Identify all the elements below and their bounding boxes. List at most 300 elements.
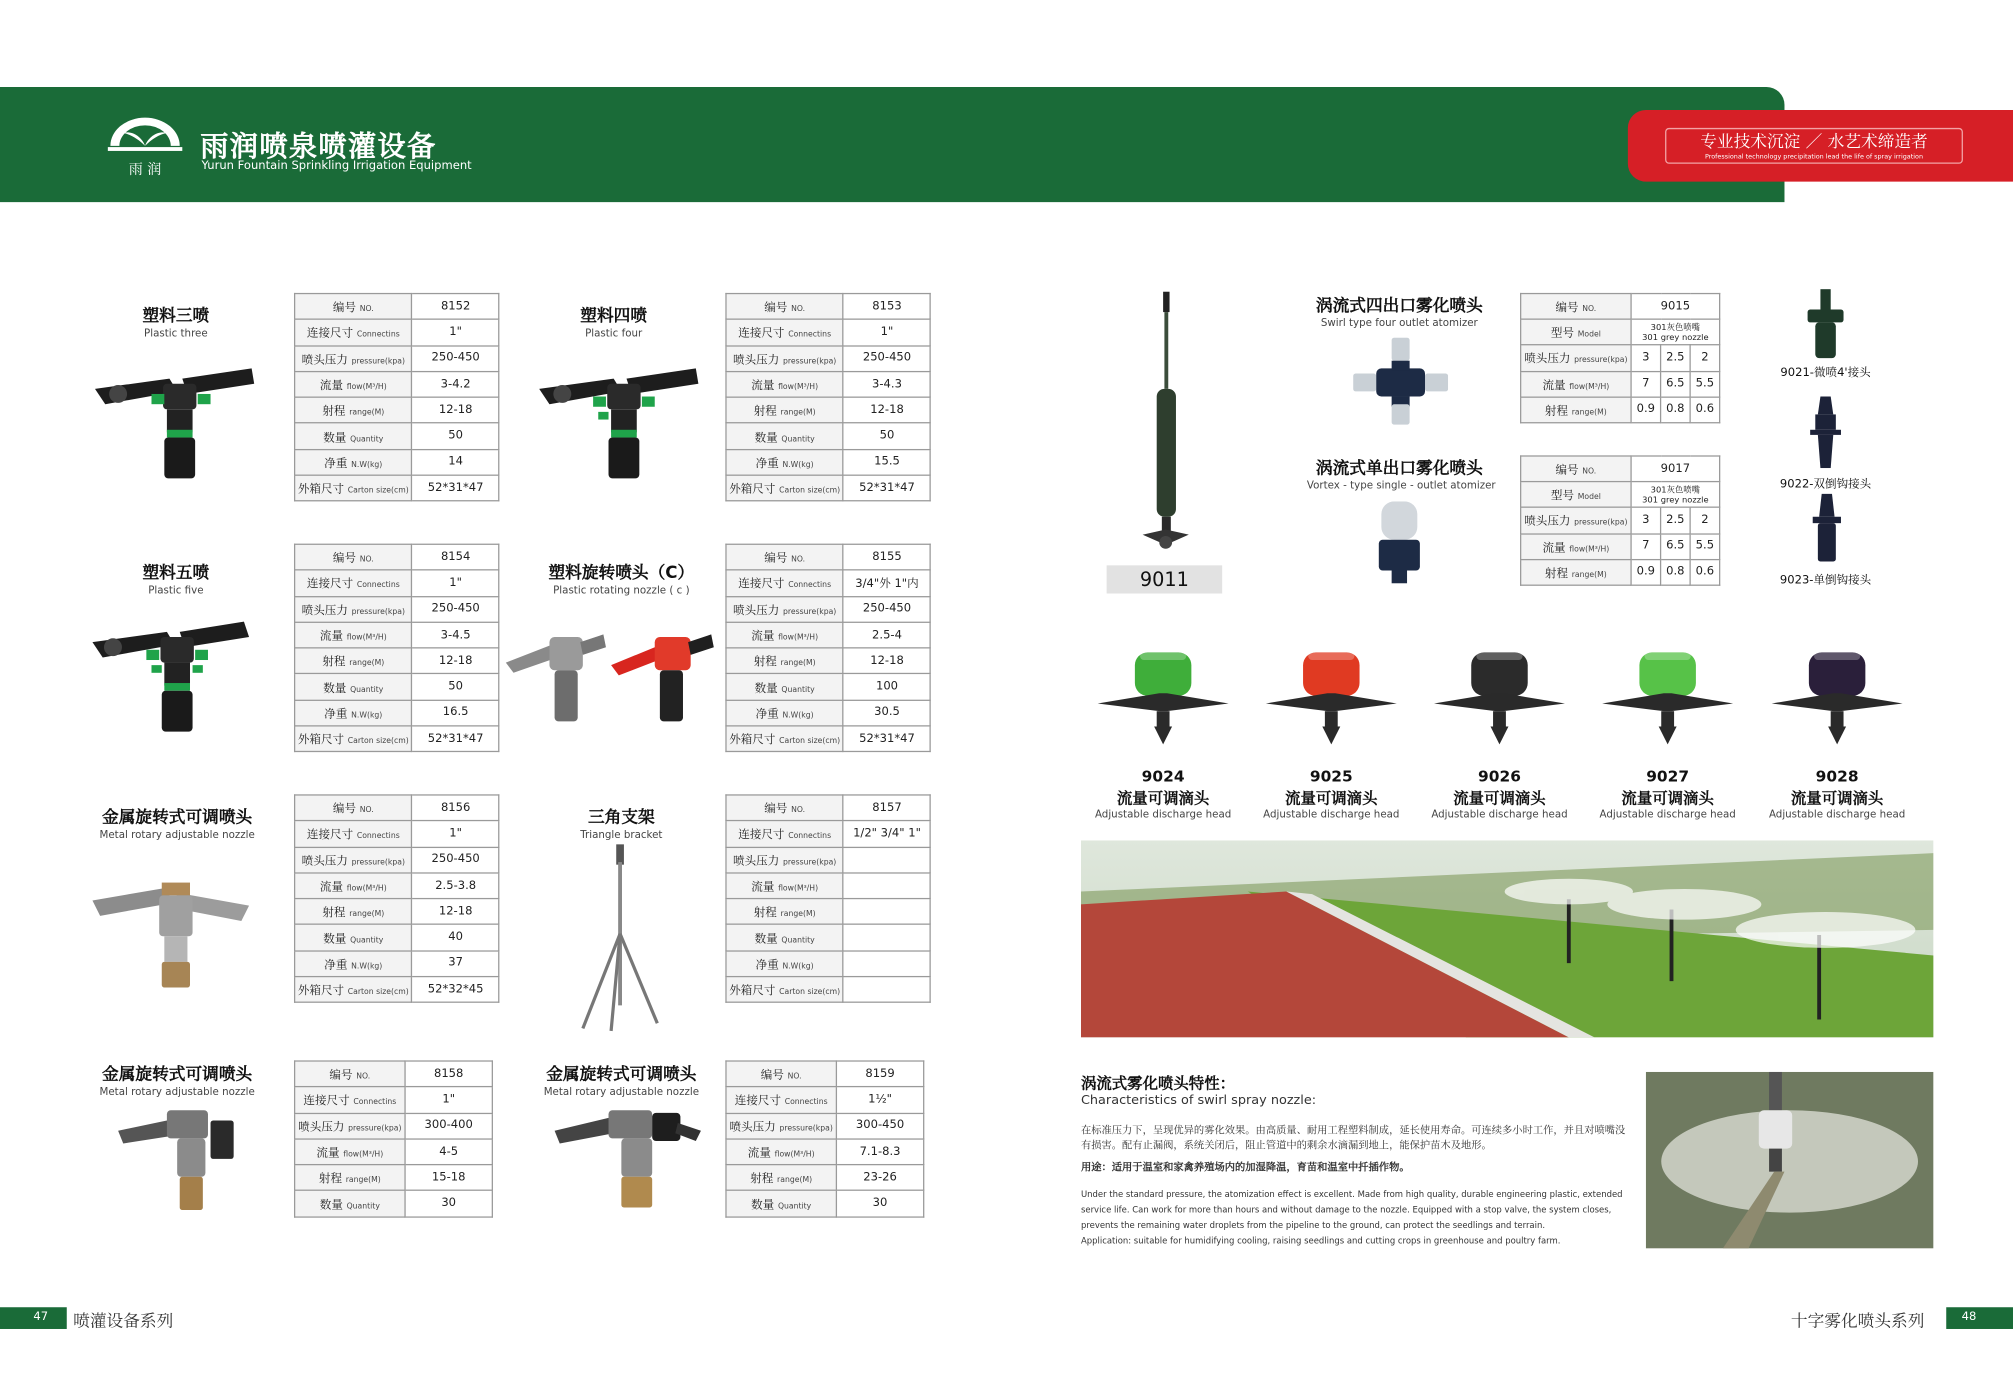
spec-value: 7 (1631, 533, 1661, 559)
spec-label: 射程 range(M) (1521, 559, 1631, 585)
dripper-image (1429, 647, 1570, 749)
dripper-label (1422, 767, 1576, 819)
spec-row (726, 795, 931, 821)
spec-value: 300-400 (405, 1113, 492, 1139)
spec-label: 编号 NO. (295, 1061, 405, 1087)
spec-label: 射程 range(M) (295, 397, 412, 423)
spec-row (726, 873, 931, 899)
spec-value: 3 (1631, 508, 1661, 534)
spec-row (295, 899, 500, 925)
spec-label: 净重 N.W(kg) (295, 700, 412, 726)
slogan: 专业技术沉淀 ／ 水艺术缔造者 (1700, 133, 1928, 153)
spec-label: 连接尺寸 Connectins (726, 1087, 836, 1113)
spec-table (725, 544, 931, 753)
spec-row (726, 821, 931, 847)
dripper-image (1261, 647, 1402, 749)
slogan-en: Professional technology precipitation lead the life of spray irrigation (1704, 153, 1924, 162)
spec-label: 喷头压力 pressure(kpa) (726, 847, 843, 873)
spec-row (1521, 508, 1720, 534)
spec-table (294, 1060, 493, 1217)
spec-table (725, 293, 931, 502)
spec-row (726, 1087, 924, 1113)
spec-label: 连接尺寸 Connectins (726, 570, 843, 596)
spec-value: 9015 (1631, 294, 1720, 320)
features-title: 涡流式雾化喷头特性： (1080, 1074, 1236, 1093)
spec-label: 喷头压力 pressure(kpa) (295, 1113, 405, 1139)
spec-value: 15.5 (843, 449, 930, 475)
spec-value: 16.5 (412, 700, 499, 726)
brand-logo (103, 107, 188, 179)
mist-nozzle-closeup-photo (1646, 1072, 1934, 1249)
spec-row (295, 397, 500, 423)
spec-row (726, 899, 931, 925)
spec-row (295, 596, 500, 622)
spec-row (295, 449, 500, 475)
atomizer-four-title (1307, 292, 1492, 329)
dripper-image (1767, 647, 1908, 749)
spec-row (295, 1113, 493, 1139)
dripper-label (1254, 767, 1408, 819)
atomizer-four-name: 涡流式四出口雾化喷头 (1315, 296, 1483, 316)
spec-value: 2 (1690, 345, 1720, 371)
four-outlet-atomizer-image (1353, 338, 1448, 428)
dripper-image (1597, 647, 1738, 749)
spec-label: 编号 NO. (726, 544, 843, 570)
spec-row (295, 1165, 493, 1191)
spec-row (726, 397, 931, 423)
spec-value: 23-26 (836, 1165, 923, 1191)
spec-value: 2.5-3.8 (412, 873, 499, 899)
connector-9022-label: 9022-双倒钩接头 (1779, 478, 1872, 492)
dripper-image (1093, 647, 1234, 749)
product-title (534, 302, 693, 339)
footer-right-text: 十字雾化喷头系列 (1790, 1312, 1925, 1332)
spec-row (1521, 456, 1720, 482)
spec-row (726, 596, 931, 622)
spec-value: 5.5 (1690, 533, 1720, 559)
spec-label: 射程 range(M) (726, 397, 843, 423)
spec-value: 12-18 (843, 648, 930, 674)
spec-label: 外箱尺寸 Carton size(cm) (726, 977, 843, 1003)
spec-value: 2.5 (1661, 508, 1691, 534)
spec-label: 喷头压力 pressure(kpa) (295, 847, 412, 873)
spec-label: 喷头压力 pressure(kpa) (726, 345, 843, 371)
spec-label: 连接尺寸 Connectins (726, 320, 843, 346)
spec-row (726, 726, 931, 752)
spec-value: 37 (412, 951, 499, 977)
product-title (90, 803, 265, 840)
spec-value: 52*32*45 (412, 977, 499, 1003)
product-name-en: Plastic rotating nozzle ( c ) (553, 584, 690, 597)
spec-label: 编号 NO. (1521, 294, 1631, 320)
product-name-en: Plastic three (144, 327, 208, 339)
spec-row (726, 1165, 924, 1191)
dripper-name-en: Adjustable discharge head (1263, 808, 1400, 820)
spec-value: 9017 (1631, 456, 1720, 482)
triangle-bracket-image (570, 844, 673, 1033)
spec-row (726, 700, 931, 726)
spec-row (295, 475, 500, 501)
spec-value: 1" (412, 821, 499, 847)
plastic-rotating-nozzle-image (501, 627, 717, 732)
dripper-label (1760, 767, 1914, 819)
spec-value: 1½" (836, 1087, 923, 1113)
atomizer-single-name-en: Vortex - type single - outlet atomizer (1306, 479, 1496, 492)
spec-value: 301灰色喷嘴 301 grey nozzle (1631, 482, 1720, 508)
spec-row (726, 1113, 924, 1139)
dripper-name-en: Adjustable discharge head (1599, 808, 1736, 820)
connector-9022-image (1808, 397, 1844, 469)
spec-label: 编号 NO. (726, 795, 843, 821)
spec-row (726, 674, 931, 700)
product-name: 金属旋转式可调喷头 (102, 808, 253, 828)
plastic-three-sprinkler-image (92, 361, 259, 484)
spec-value: 52*31*47 (843, 475, 930, 501)
spec-value (843, 925, 930, 951)
spec-label: 喷头压力 pressure(kpa) (1521, 345, 1631, 371)
spec-row (726, 622, 931, 648)
spec-value (843, 977, 930, 1003)
spec-value: 3 (1631, 345, 1661, 371)
spec-row (295, 371, 500, 397)
spec-value: 15-18 (405, 1165, 492, 1191)
spec-row (295, 423, 500, 449)
spec-value: 3-4.2 (412, 371, 499, 397)
mist-garden-photo (1081, 840, 1933, 1037)
spec-label: 数量 Quantity (726, 1191, 836, 1217)
spec-label: 喷头压力 pressure(kpa) (726, 596, 843, 622)
spec-value: 30.5 (843, 700, 930, 726)
spec-row (295, 1191, 493, 1217)
dripper-code: 9028 (1815, 767, 1859, 786)
spec-row (295, 622, 500, 648)
metal-rotary-nozzle-image (90, 877, 257, 992)
spec-value: 52*31*47 (412, 475, 499, 501)
spec-value: 0.9 (1631, 559, 1661, 585)
spec-value: 0.6 (1690, 559, 1720, 585)
dripper-name-en: Adjustable discharge head (1768, 808, 1906, 820)
spec-value: 300-450 (836, 1113, 923, 1139)
dripper-label (1086, 767, 1240, 819)
spec-label: 流量 flow(M³/H) (295, 1139, 405, 1165)
spec-value (843, 951, 930, 977)
spec-value: 1" (412, 570, 499, 596)
spec-label: 净重 N.W(kg) (295, 449, 412, 475)
product-title (534, 1060, 709, 1097)
spec-row (295, 726, 500, 752)
spec-row (295, 873, 500, 899)
spec-row (726, 423, 931, 449)
spec-value: 0.9 (1631, 397, 1661, 423)
spec-row (1521, 482, 1720, 508)
spec-label: 数量 Quantity (295, 925, 412, 951)
spec-row (726, 449, 931, 475)
spec-label: 流量 flow(M³/H) (726, 622, 843, 648)
spec-value: 0.8 (1661, 559, 1691, 585)
spec-row (295, 1061, 493, 1087)
product-title (90, 1060, 265, 1097)
spec-value: 6.5 (1661, 533, 1691, 559)
product-name: 金属旋转式可调喷头 (546, 1065, 697, 1085)
spec-value: 6.5 (1661, 371, 1691, 397)
spec-value: 250-450 (843, 596, 930, 622)
mist-stick-code: 9011 (1107, 565, 1223, 593)
spec-label: 射程 range(M) (1521, 397, 1631, 423)
spec-value: 12-18 (412, 648, 499, 674)
spec-value: 250-450 (843, 345, 930, 371)
spec-row (295, 648, 500, 674)
spec-label: 型号 Model (1521, 482, 1631, 508)
product-name: 塑料三喷 (142, 306, 210, 327)
spec-label: 流量 flow(M³/H) (726, 1139, 836, 1165)
spec-value: 0.6 (1690, 397, 1720, 423)
spec-value: 2.5 (1661, 345, 1691, 371)
spec-value: 250-450 (412, 847, 499, 873)
dripper-name: 流量可调滴头 (1116, 789, 1210, 808)
spec-row (726, 294, 931, 320)
spec-row (295, 544, 500, 570)
connector-9021-image (1800, 289, 1851, 361)
spec-value (843, 847, 930, 873)
product-name: 塑料旋转喷头（C） (548, 564, 695, 584)
metal-rotary-nozzle-8159-image (552, 1105, 703, 1212)
plastic-four-sprinkler-image (537, 361, 704, 484)
spec-label: 型号 Model (1521, 319, 1631, 345)
spec-value: 8158 (405, 1061, 492, 1087)
spec-value: 0.8 (1661, 397, 1691, 423)
spec-value: 40 (412, 925, 499, 951)
spec-value: 1/2" 3/4" 1" (843, 821, 930, 847)
spec-table (725, 794, 931, 1003)
dripper-code: 9024 (1141, 767, 1185, 786)
spec-value: 8157 (843, 795, 930, 821)
spec-row (726, 320, 931, 346)
spec-value: 2.5-4 (843, 622, 930, 648)
spec-row (726, 475, 931, 501)
spec-label: 编号 NO. (295, 544, 412, 570)
spec-label: 射程 range(M) (295, 899, 412, 925)
spec-label: 编号 NO. (1521, 456, 1631, 482)
spec-row (295, 320, 500, 346)
spec-label: 外箱尺寸 Carton size(cm) (295, 726, 412, 752)
spec-label: 净重 N.W(kg) (295, 951, 412, 977)
product-title (98, 559, 255, 596)
logo-text: 雨 润 (128, 161, 162, 178)
product-name-en: Triangle bracket (580, 828, 663, 841)
spec-label: 编号 NO. (295, 795, 412, 821)
spec-value: 3-4.3 (843, 371, 930, 397)
spec-row (726, 925, 931, 951)
spec-row (295, 925, 500, 951)
page-number-right: 48 (1946, 1307, 2013, 1329)
spec-label: 编号 NO. (726, 1061, 836, 1087)
features-usage-en: Application: suitable for humidifying cooling, raising seedlings and cutting crops in greenhouse and poultry farm. (1080, 1235, 1561, 1246)
spec-value: 7.1-8.3 (836, 1139, 923, 1165)
spec-row (295, 847, 500, 873)
spec-row (295, 1139, 493, 1165)
spec-label: 连接尺寸 Connectins (295, 320, 412, 346)
spec-row (1521, 533, 1720, 559)
spec-value (843, 873, 930, 899)
spec-row (295, 951, 500, 977)
spec-label: 流量 flow(M³/H) (726, 371, 843, 397)
spec-value: 3/4"外 1"内 (843, 570, 930, 596)
plastic-five-sprinkler-image (90, 617, 257, 735)
dripper-name-en: Adjustable discharge head (1431, 808, 1568, 820)
spec-label: 数量 Quantity (726, 674, 843, 700)
spec-label: 流量 flow(M³/H) (295, 622, 412, 648)
connector-9021-label: 9021-微喷4'接头 (1780, 367, 1871, 380)
spec-label: 数量 Quantity (295, 1191, 405, 1217)
spec-row (295, 795, 500, 821)
spec-row (726, 977, 931, 1003)
spec-row (1521, 319, 1720, 345)
product-title (514, 559, 730, 596)
spec-label: 连接尺寸 Connectins (295, 570, 412, 596)
spec-value: 5.5 (1690, 371, 1720, 397)
dripper-code: 9027 (1646, 767, 1690, 786)
slogan-box (1665, 128, 1963, 164)
product-name-en: Metal rotary adjustable nozzle (99, 828, 255, 841)
spec-label: 流量 flow(M³/H) (295, 371, 412, 397)
features-en: Under the standard pressure, the atomization effect is excellent. Made from high quality, durable engineering plastic, extended service life. Can work for more than hours and without damage to the nozzle. Equipped with a stop valve, the system closes, prevents the remaining water droplets from the pipeline to the ground, can protect the seedlings and terrain. (1080, 1189, 1623, 1231)
dripper-code: 9026 (1478, 767, 1521, 786)
spec-label: 射程 range(M) (726, 648, 843, 674)
spec-row (1521, 371, 1720, 397)
spec-label: 数量 Quantity (726, 925, 843, 951)
spec-value (843, 899, 930, 925)
spec-label: 连接尺寸 Connectins (726, 821, 843, 847)
spec-label: 流量 flow(M³/H) (1521, 533, 1631, 559)
spec-value: 2 (1690, 508, 1720, 534)
spec-label: 喷头压力 pressure(kpa) (726, 1113, 836, 1139)
dripper-name-en: Adjustable discharge head (1094, 808, 1232, 820)
dripper-code: 9025 (1309, 767, 1353, 786)
spec-label: 喷头压力 pressure(kpa) (295, 345, 412, 371)
spec-row (726, 544, 931, 570)
spec-value: 3-4.5 (412, 622, 499, 648)
spec-label: 外箱尺寸 Carton size(cm) (726, 475, 843, 501)
dripper-name: 流量可调滴头 (1621, 789, 1714, 808)
product-name-en: Plastic five (148, 584, 204, 597)
spec-table (725, 1060, 924, 1217)
spec-value: 12-18 (843, 397, 930, 423)
spec-label: 射程 range(M) (726, 1165, 836, 1191)
spec-label: 外箱尺寸 Carton size(cm) (726, 726, 843, 752)
product-name: 塑料五喷 (142, 564, 210, 584)
features-cn: 在标准压力下，呈现优异的雾化效果。由高质量、耐用工程塑料制成，延长使用寿命。可连续多小时工作，并且对喷嘴没有损害。配有止漏阀，系统关闭后，阻止管道中的剩余水滴漏到地上，能保护苗木及地形。 (1080, 1124, 1626, 1152)
spec-row (295, 674, 500, 700)
spec-row (726, 1061, 924, 1087)
product-name: 三角支架 (587, 808, 655, 828)
spec-label: 流量 flow(M³/H) (726, 873, 843, 899)
spec-value: 52*31*47 (843, 726, 930, 752)
spec-value: 50 (843, 423, 930, 449)
spec-row (726, 1191, 924, 1217)
spec-value: 1" (405, 1087, 492, 1113)
brand-name: 雨润喷泉喷灌设备 (200, 131, 437, 164)
spec-row (295, 977, 500, 1003)
spec-label: 编号 NO. (295, 294, 412, 320)
connector-9023-label: 9023-单倒钩接头 (1779, 574, 1872, 588)
spec-value: 8156 (412, 795, 499, 821)
dripper-name: 流量可调滴头 (1285, 789, 1378, 808)
spec-value: 12-18 (412, 397, 499, 423)
spec-label: 喷头压力 pressure(kpa) (295, 596, 412, 622)
spec-value: 250-450 (412, 596, 499, 622)
footer-left-text: 喷灌设备系列 (73, 1312, 174, 1332)
single-outlet-atomizer-image (1374, 501, 1425, 585)
product-name-en: Metal rotary adjustable nozzle (99, 1085, 255, 1098)
product-name-en: Metal rotary adjustable nozzle (543, 1085, 700, 1098)
spec-label: 射程 range(M) (295, 1165, 405, 1191)
connector-9023-image (1810, 494, 1843, 563)
spec-value: 8153 (843, 294, 930, 320)
mist-stick-9011-image (1130, 292, 1202, 561)
spec-value: 100 (843, 674, 930, 700)
product-name-en: Plastic four (585, 327, 643, 339)
spec-value: 301灰色喷嘴 301 grey nozzle (1631, 319, 1720, 345)
spec-label: 流量 flow(M³/H) (1521, 371, 1631, 397)
spec-value: 1" (412, 320, 499, 346)
spec-table (294, 794, 500, 1003)
spec-label: 外箱尺寸 Carton size(cm) (295, 977, 412, 1003)
spec-label: 净重 N.W(kg) (726, 700, 843, 726)
spec-table (294, 544, 500, 753)
spec-row (295, 345, 500, 371)
spec-row (726, 345, 931, 371)
product-title (534, 803, 709, 840)
product-name: 塑料四喷 (580, 306, 648, 327)
spec-label: 连接尺寸 Connectins (295, 821, 412, 847)
spec-value: 8155 (843, 544, 930, 570)
spec-row (726, 648, 931, 674)
spec-label: 喷头压力 pressure(kpa) (1521, 508, 1631, 534)
dripper-name: 流量可调滴头 (1790, 789, 1884, 808)
spec-label: 外箱尺寸 Carton size(cm) (295, 475, 412, 501)
spec-value: 8159 (836, 1061, 923, 1087)
spec-row (295, 700, 500, 726)
spec-row (726, 570, 931, 596)
spec-value: 1" (843, 320, 930, 346)
spec-label: 净重 N.W(kg) (726, 951, 843, 977)
spec-row (1521, 559, 1720, 585)
spec-row (295, 1087, 493, 1113)
spec-row (295, 570, 500, 596)
spec-row (1521, 397, 1720, 423)
spec-value: 30 (836, 1191, 923, 1217)
atomizer-single-name: 涡流式单出口雾化喷头 (1315, 459, 1483, 479)
features-usage: 用途：适用于温室和家禽养殖场内的加湿降温，育苗和温室中扦插作物。 (1080, 1161, 1410, 1173)
spec-row (726, 847, 931, 873)
spec-label: 连接尺寸 Connectins (295, 1087, 405, 1113)
spec-value: 4-5 (405, 1139, 492, 1165)
spec-value: 14 (412, 449, 499, 475)
spec-value: 8154 (412, 544, 499, 570)
spec-row (726, 1139, 924, 1165)
atomizer-spec-table (1520, 293, 1720, 423)
spec-value: 52*31*47 (412, 726, 499, 752)
spec-value: 7 (1631, 371, 1661, 397)
product-title (98, 302, 255, 339)
dripper-label (1591, 767, 1745, 819)
spec-row (295, 821, 500, 847)
spec-label: 编号 NO. (726, 294, 843, 320)
product-name: 金属旋转式可调喷头 (102, 1065, 253, 1085)
spec-label: 射程 range(M) (295, 648, 412, 674)
brand-name-en: Yurun Fountain Sprinkling Irrigation Equipment (201, 159, 472, 173)
spec-row (726, 951, 931, 977)
